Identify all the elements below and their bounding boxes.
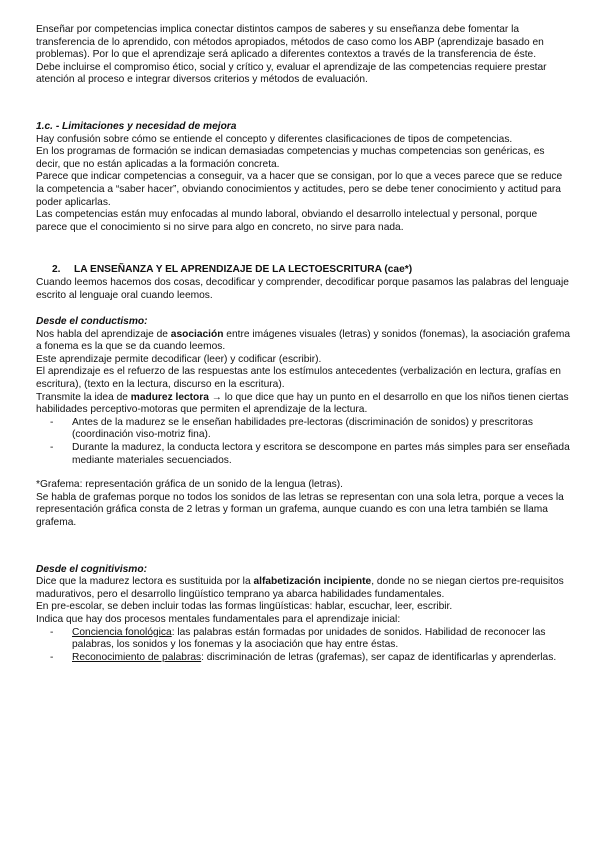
conductismo-paragraph-2: Este aprendizaje permite decodificar (leer) y codificar (escribir). — [36, 353, 322, 365]
cognitivismo-paragraph-2: En pre-escolar, se deben incluir todas las formas lingüísticas: hablar, escuchar, leer, escribir. — [36, 601, 453, 613]
intro-paragraph-1: Enseñar por competencias implica conectar distintos campos de saberes y su enseñanza debe fomentar la transferencia de lo aprendido, con métodos apropiados, métodos de caso como los ABP (aprendizaje basado en problemas). Por lo que el aprendizaje será aplicado a diferentes contextos a través de la transferencia de éste. — [36, 24, 544, 61]
cognitivismo-title: Desde el cognitivismo: — [36, 563, 147, 575]
term-reconocimiento-palabras: Reconocimiento de palabras — [72, 651, 202, 663]
cognitivismo-list — [36, 627, 570, 665]
term-asociacion: asociación — [170, 328, 224, 340]
term-alfabetizacion-incipiente: alfabetización incipiente — [253, 576, 372, 588]
conductismo-paragraph-3: El aprendizaje es el refuerzo de las respuestas ante los estímulos antecedentes (verbalización en lectura, grafías en escritura), (texto en la lectura, discurso en la escritura). — [36, 366, 561, 391]
section-1c-paragraph: Parece que indicar competencias a conseguir, va a hacer que se consigan, por lo que a veces parece que se reduce la competencia a “saber hacer”, obviando conocimientos y actitudes, pero se debe tener conocimiento y actitud para poder aplicarlas. — [36, 171, 563, 208]
list-item: - Conciencia fonológica: las palabras están formadas por unidades de sonidos. Habilidad de reconocer las palabras, los sonidos y los fonemas y la asociación que hay entre éstas. — [50, 626, 546, 651]
intro-paragraph-2: Debe incluirse el compromiso ético, social y crítico y, evaluar el aprendizaje de las competencias requiere prestar atención al proceso e integrar diversos criterios y métodos de evaluación. — [36, 61, 547, 86]
section-1c-paragraph: Hay confusión sobre cómo se entiende el concepto y diferentes clasificaciones de tipos de competencias. — [36, 133, 513, 145]
cognitivismo-paragraph-3: Indica que hay dos procesos mentales fundamentales para el aprendizaje inicial: — [36, 613, 401, 625]
conductismo-list — [36, 417, 570, 467]
section-2-number: 2. — [52, 264, 61, 276]
document-page — [36, 24, 570, 664]
section-1c-paragraph: En los programas de formación se indican demasiadas competencias y muchas competencias son genéricas, es decir, que no están aplicadas a la formación concreta. — [36, 146, 545, 170]
list-item: - Reconocimiento de palabras: discriminación de letras (grafemas), ser capaz de identificarlas y aprenderlas. — [50, 651, 557, 663]
list-item: - Durante la madurez, la conducta lectora y escritora se descompone en partes más simples para ser enseñada mediante materiales secuenciados. — [50, 442, 570, 466]
conductismo-title: Desde el conductismo: — [36, 316, 148, 328]
section-2-title: LA ENSEÑANZA Y EL APRENDIZAJE DE LA LECTOESCRITURA (cae*) — [74, 264, 413, 276]
term-madurez-lectora: madurez lectora — [130, 391, 209, 403]
section-2-heading — [36, 264, 570, 277]
cognitivismo-paragraph-1: Dice que la madurez lectora es sustituida por la alfabetización incipiente, donde no se niegan ciertos pre-requisitos madurativos, pero el desarrollo lingüístico temprano ya abarca habilidades fundamentales. — [36, 576, 564, 600]
section-1c-title: 1.c. - Limitaciones y necesidad de mejora — [36, 120, 237, 132]
section-2-intro: Cuando leemos hacemos dos cosas, decodificar y comprender, decodificar porque pasamos las palabras del lenguaje escrito al lenguaje oral cuando leemos. — [36, 276, 569, 301]
conductismo-paragraph-4: Transmite la idea de madurez lectora → lo que dice que hay un punto en el desarrollo en que los niños tienen ciertas habilidades perceptivo-motoras que permiten el aprendizaje de la lectura. — [36, 391, 569, 416]
conductismo-paragraph-1: Nos habla del aprendizaje de asociación entre imágenes visuales (letras) y sonidos (fonemas), la asociación grafema a fonema es la que se da cuando leemos. — [36, 328, 571, 353]
term-conciencia-fonologica: Conciencia fonológica — [72, 626, 172, 638]
grafema-definition: *Grafema: representación gráfica de un sonido de la lengua (letras). — [36, 479, 343, 491]
section-1c-paragraph: Las competencias están muy enfocadas al mundo laboral, obviando el desarrollo intelectual y personal, porque parece que el conocimiento si no sirve para algo en concreto, no sirve para nada. — [36, 209, 538, 233]
grafema-explanation: Se habla de grafemas porque no todos los sonidos de las letras se representan con una sola letra, porque a veces la representación gráfica consta de 2 letras y forman un grafema, aunque cuando es con una letra también se llama grafema. — [36, 491, 564, 528]
list-item: - Antes de la madurez se le enseñan habilidades pre-lectoras (discriminación de sonidos) y prescritoras (coordinación viso-motriz fina). — [50, 416, 533, 441]
